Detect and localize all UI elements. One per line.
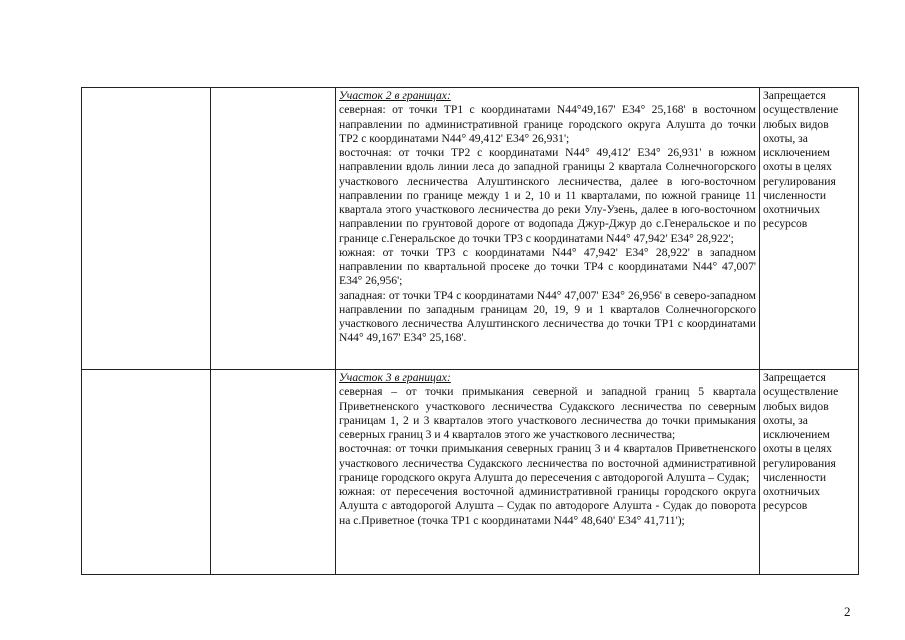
restriction-text: Запрещается осуществление любых видов охоты, за исключением охоты в целях регулирования численности охотничьих ресурсов (763, 89, 839, 231)
boundary-north: северная – от точки примыкания северной и западной границ 5 квартала Приветненского участкового лесничества Судакского лесничества по северным границам 1, 2 и 3 кварталов этого участкового лесничества до точки примыкания северных границ 3 и 4 кварталов этого же участкового лесничества; (339, 385, 756, 441)
boundary-south: южная: от точки ТР3 с координатами N44° 47,942' E34° 28,922' в западном направлении по квартальной просеке до точки ТР4 с координатами N44° 47,007' E34° 26,956'; (339, 245, 756, 288)
table-cell-empty (211, 370, 336, 575)
zone-heading: Участок 3 в границах: (339, 371, 451, 384)
boundary-west: западная: от точки ТР4 с координатами N44° 47,007' E34° 26,956' в северо-западном направлении по западным границам 20, 19, 9 и 1 кварталов Солнечногорского участкового лесничества Алуштинского лесничества до точки ТР1 с координатами N44° 49,167' E34° 25,168'. (339, 288, 756, 345)
zone-heading: Участок 2 в границах: (339, 89, 451, 102)
table-row (82, 370, 859, 575)
table-cell-empty (82, 370, 211, 575)
table-cell-empty (82, 88, 211, 370)
page-number: 2 (844, 604, 851, 619)
restriction-cell (760, 370, 859, 575)
zone-description-cell (336, 88, 760, 370)
boundary-east: восточная: от точки примыкания северных границ 3 и 4 кварталов Приветненского участкового лесничества Судакского лесничества по восточной административной границе городского округа Алушта до пересечения с автодорогой Алушта – Судак; (339, 442, 756, 484)
table-cell-empty (211, 88, 336, 370)
boundary-north: северная: от точки ТР1 с координатами N44°49,167' E34° 25,168' в восточном направлении по административной границе городского округа Алушта до точки ТР2 с координатами N44° 49,412' E34° 26,931'; (339, 103, 756, 145)
restriction-cell (760, 88, 859, 370)
hunting-zones-table (81, 87, 859, 575)
boundary-east: восточная: от точки ТР2 с координатами N44° 49,412' E34° 26,931' в южном направлении вдоль линии леса до западной границы 2 квартала Солнечногорского участкового лесничества Алуштинского лесничества, далее в юго-восточном направлении по границе между 1 и 2, 10 и 11 кварталами, по южной границе 11 квартала этого участкового лесничества до реки Улу-Узень, далее в юго-восточном направлении по грунтовой дороге от водопада Джур-Джур до с.Генеральское и по границе с.Генеральское до точки ТР3 с координатами N44° 47,942' E34° 28,922'; (339, 146, 756, 245)
zone-description-cell (336, 370, 760, 575)
boundary-south: южная: от пересечения восточной административной границы городского округа Алушта с автодорогой Алушта – Судак по автодороге Алушта - Судак до поворота на с.Приветное (точка ТР1 с координатами N44° 48,640' E34° 41,711'); (339, 485, 756, 527)
table-row (82, 88, 859, 370)
restriction-text: Запрещается осуществление любых видов охоты, за исключением охоты в целях регулирования численности охотничьих ресурсов (763, 371, 839, 513)
